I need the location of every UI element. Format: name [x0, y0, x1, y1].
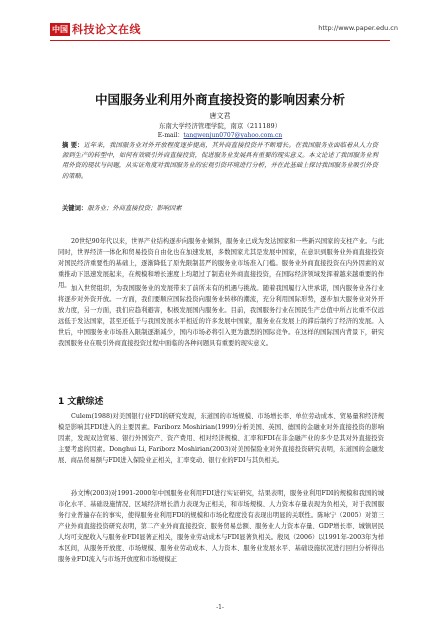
keywords	[62, 203, 378, 212]
email-link[interactable]: tangwenjun0707@yahoo.com.cn	[183, 132, 283, 139]
literature-paragraph-2: 孙文博(2003)对1991-2000年中国服务业利用FDI进行实证研究，结果表明，服务业利用FDI的规模和我国的城市化水平、基础设施情况、区域经济增长潜力表现为正相关，和市场规模、人力资本存量表现为负相关，对于我国服务行业普遍存在的事实，使得服务业利用FDI的规模和市场化程度没有表现出明显的关联性。陈咏宁（2005）对第三产业外商直接投资研究表明，第二产业外商直接投资、服务贸易总额、服务业人力资本存量、GDP增长率、城镇居民人均可支配收入与服务业FDI显著正相关，服务业劳动成本与FDI显著负相关。殷凤（2006）以1991年-2003年为样本区间，从服务开放度、市场规模、服务业劳动成本、人力资本、服务业发展水平、基础设施状况进行回归分析得出服务业FDI流入与市场开放度和市场规模正	[58, 490, 384, 563]
literature-paragraph-1: Culem(1988)对美国银行业FDI的研究发现，东道国的市场规模、市场增长率、单位劳动成本、贸易量和经济规模是影响其FDI进入的主要因素。Fariborz Moshirian(1999)分析美国、英国、德国的金融业对外直接投资的影响因素，发现双边贸易、银行外国资产、资产费用、相对经济规模、汇率和FDI在非金融产业的多少是其对外直接投资主要考虑的因素。Donghui Li, Fariborz Moshirian(2003)对美国保险业对外直接投资研究表明，东道国的金融发展、商品贸易额与FDI进入保险业正相关，汇率变动、银行业的FDI与其负相关。	[58, 413, 384, 464]
header-rule	[50, 40, 390, 41]
paper-title: 中国服务业利用外商直接投资的影响因素分析	[94, 92, 345, 107]
abstract-label: 摘 要：	[62, 142, 84, 149]
logo-badge: 中国	[52, 24, 68, 34]
site-url[interactable]: http://www.paper.edu.cn	[318, 24, 398, 32]
logo-text: 科技论文在线	[72, 23, 141, 36]
intro-paragraph-2: 加入世贸组织，为我国服务业的发展带来了前所未有的机遇与挑战。随着我国履行入世承诺，国内服务业各行业将逐步对外资开放。一方面，我们要顺应国际投资向服务业转移的潮流，充分利用国际形势，逐步加大服务业对外开放力度，另一方面，我们应趋利避害，积极发展国内服务业。目前，我国服务行业在国民生产总值中所占比重不仅远远低于发达国家，甚至还低于与我国发展水平相近的许多发展中国家，服务业在发展上的滞后制约了经济的发展。入世后，中国服务业市场准入限制逐渐减少，国内市场必将引入更为激烈的国际竞争。在这样的国际国内背景下，研究我国服务业在吸引外商直接投资过程中面临的各种问题具有重要的现实意义。	[58, 285, 384, 347]
author-affiliation: 东南大学经济管理学院，南京（211189）	[158, 122, 282, 130]
author-email-line	[50, 130, 390, 139]
abstract-text: 近年来，我国服务业对外开放程度逐步提高，其外商直接投资并不断增长。在我国服务业面临着从人力资源到生产的转型中，如何有效吸引外商直接投资，促进服务业发展具有重要的现实意义。本文论述了我国服务业利用外资的现状与问题，从实证角度对我国服务业的宏观引资环境进行分析，并在此基础上探讨我国服务业吸引外资的策略。	[62, 142, 378, 180]
section-heading-literature-review: 1 文献综述	[58, 397, 104, 407]
intro-paragraph-1: 20世纪90年代以来，世界产业结构逐步向服务业倾斜，服务业已成为发达国家和一些新兴国家的支柱产业。与此同时，世界经济一体化和贸易投资自由化也在加速发展，多数国家尤其是发展中国家，在意识到服务业外商直接投资对国民经济重要性的基础上，逐渐降低了原先限制甚严的服务业市场准入门槛。服务业外商直接投资在内外因素的双重推动下迅速发展起来，在规模和增长速度上均超过了制造业外商直接投资，在国际经济领域发挥着越来越重要的作用。	[58, 238, 384, 289]
author-name: 唐文君	[209, 112, 231, 120]
abstract	[62, 141, 378, 182]
keywords-text: 服务业；外商直接投资；影响因素	[87, 205, 182, 212]
page-number: -1-	[216, 604, 224, 611]
site-logo[interactable]	[50, 22, 141, 36]
keywords-label: 关键词：	[62, 205, 88, 212]
email-label: E-mail：	[157, 132, 184, 139]
page-header	[0, 0, 440, 44]
